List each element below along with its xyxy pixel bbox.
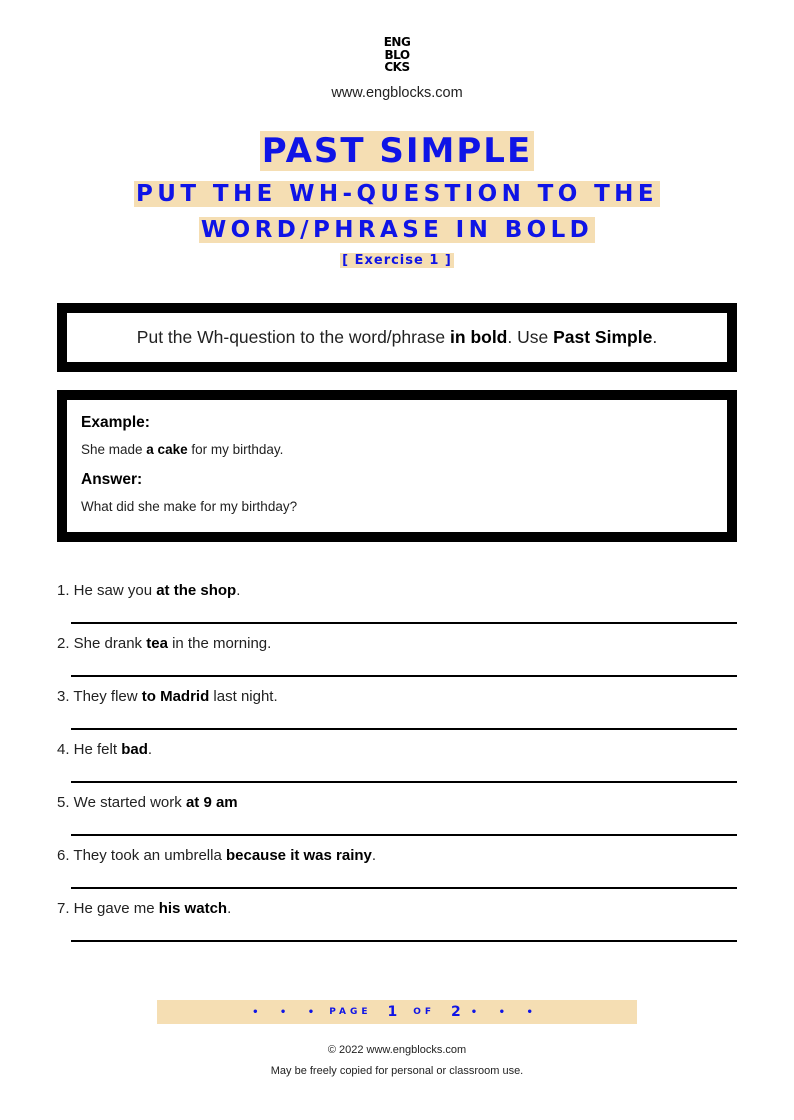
instruction-pre: Put the Wh-question to the word/phrase xyxy=(136,327,451,347)
question-post: . xyxy=(227,900,232,917)
worksheet-subtitle xyxy=(0,176,794,248)
question-post: . xyxy=(236,582,241,599)
question-text xyxy=(57,688,278,705)
pager-current: 1 xyxy=(387,1004,398,1020)
question-bold: his watch xyxy=(158,900,228,917)
question-pre: 6. They took an umbrella xyxy=(57,847,226,864)
question-item-6 xyxy=(57,838,737,891)
subtitle-line-2: WORD/PHRASE IN BOLD xyxy=(200,217,594,243)
worksheet-title-block xyxy=(0,128,794,174)
answer-line[interactable] xyxy=(71,940,737,942)
question-text xyxy=(57,741,152,758)
question-item-1 xyxy=(57,573,737,626)
pager-dots-right: • • • xyxy=(470,1006,542,1018)
question-pre: 5. We started work xyxy=(57,794,186,811)
question-pre: 4. He felt xyxy=(57,741,122,758)
instruction-bold-2: Past Simple xyxy=(553,327,653,347)
pager-of-word: OF xyxy=(413,1007,436,1017)
instruction-text xyxy=(137,327,657,348)
engblocks-logo xyxy=(0,36,794,74)
question-item-5 xyxy=(57,785,737,838)
answer-heading: Answer: xyxy=(81,471,143,488)
question-item-3 xyxy=(57,679,737,732)
pager-dots-left: • • • xyxy=(252,1006,324,1018)
question-post: last night. xyxy=(209,688,278,705)
question-item-2 xyxy=(57,626,737,679)
exercise-tag: [ Exercise 1 ] xyxy=(342,253,452,268)
question-text xyxy=(57,900,231,917)
question-item-7 xyxy=(57,891,737,944)
question-post: in the morning. xyxy=(167,635,272,652)
question-bold: at 9 am xyxy=(185,794,238,811)
answer-line[interactable] xyxy=(71,728,737,730)
logo-line-3: CKS xyxy=(384,60,410,74)
answer-line[interactable] xyxy=(71,675,737,677)
question-bold: at the shop xyxy=(156,582,237,599)
answer-line[interactable] xyxy=(71,781,737,783)
instruction-box xyxy=(57,303,737,372)
question-post: . xyxy=(147,741,153,758)
question-item-4 xyxy=(57,732,737,785)
instruction-post: . xyxy=(652,327,658,347)
exercise-tag-block xyxy=(0,252,794,270)
copyright-notice: © 2022 www.engblocks.com xyxy=(327,1044,467,1056)
pager-total: 2 xyxy=(451,1004,461,1020)
logo-line-2: BLO xyxy=(384,47,410,62)
answer-line[interactable] xyxy=(71,834,737,836)
question-text xyxy=(57,635,271,652)
logo-line-1: ENG xyxy=(383,35,411,49)
pager-page-word: PAGE xyxy=(329,1007,372,1017)
question-pre: 3. They flew xyxy=(57,688,142,705)
example-pre: She made xyxy=(81,442,147,457)
question-text xyxy=(57,794,238,811)
question-bold: bad xyxy=(121,741,148,758)
page-indicator xyxy=(157,1000,637,1024)
instruction-bold-1: in bold xyxy=(450,327,508,347)
license-notice: May be freely copied for personal or classroom use. xyxy=(270,1065,524,1077)
example-post: for my birthday. xyxy=(187,442,284,457)
example-bold: a cake xyxy=(146,442,188,457)
question-post: . xyxy=(371,847,377,864)
worksheet-title: PAST SIMPLE xyxy=(261,131,533,171)
question-list xyxy=(57,573,737,944)
example-heading: Example: xyxy=(81,414,150,431)
subtitle-line-1: PUT THE WH-QUESTION TO THE xyxy=(136,181,658,207)
answer-line[interactable] xyxy=(71,887,737,889)
question-text xyxy=(57,847,376,864)
question-bold: tea xyxy=(146,635,168,652)
question-text xyxy=(57,582,240,599)
site-url: www.engblocks.com xyxy=(331,85,463,101)
question-bold: to Madrid xyxy=(141,688,210,705)
question-pre: 7. He gave me xyxy=(57,900,159,917)
instruction-mid: . Use xyxy=(507,327,554,347)
question-bold: because it was rainy xyxy=(225,847,372,864)
question-pre: 1. He saw you xyxy=(57,582,157,599)
example-box xyxy=(57,390,737,542)
answer-sentence: What did she make for my birthday? xyxy=(81,499,298,514)
example-sentence xyxy=(81,442,713,457)
question-pre: 2. She drank xyxy=(57,635,147,652)
answer-line[interactable] xyxy=(71,622,737,624)
